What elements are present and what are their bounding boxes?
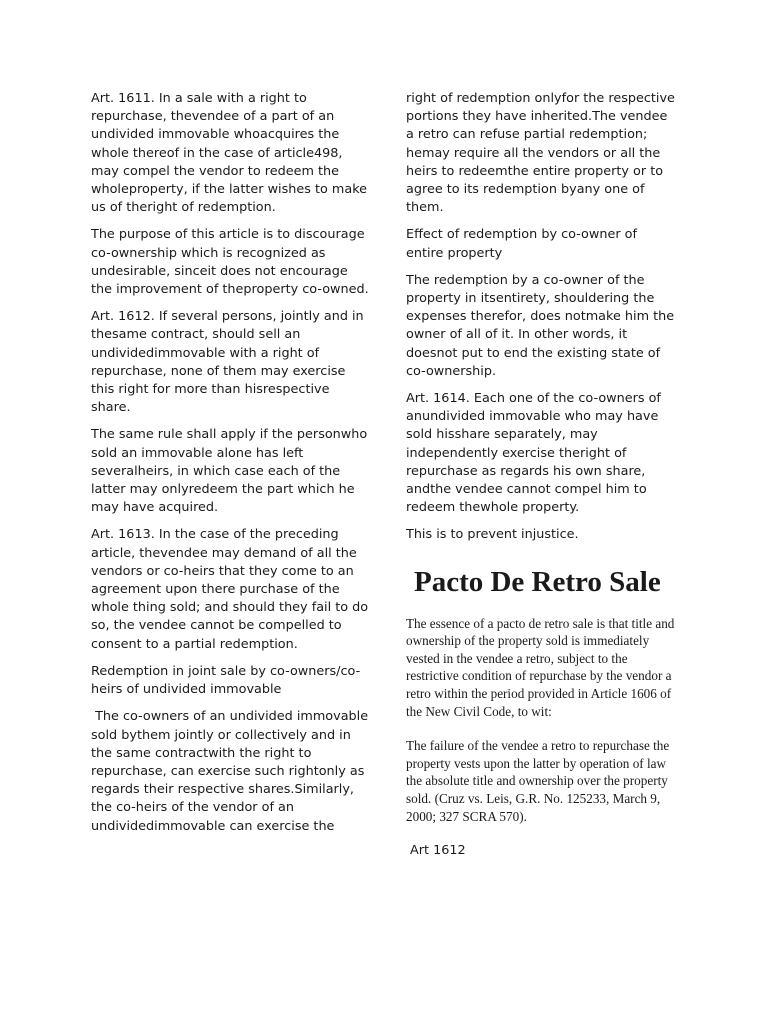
paragraph-purpose: The purpose of this article is to discourage co-ownership which is recognized as undesirable, sinceit does not encourage the improvement of theproperty co-owned. [91,227,369,298]
right-column [406,90,678,860]
paragraph-art-1614: Art. 1614. Each one of the co-owners of anundivided immovable who may have sold hisshare separately, may independently exercise theright of repurchase as regards his own share, andthe vendee cannot compel him to redeem thewhole property. [406,391,661,516]
paragraph-art-1611: Art. 1611. In a sale with a right to repurchase, thevendee of a part of an undivided immovable whoacquires the whole thereof in the case of article498, may compel the vendor to redeem the wholeproperty, if the latter wishes to make us of theright of redemption. [91,91,368,216]
paragraph-same-rule: The same rule shall apply if the personwho sold an immovable alone has left severalheirs, in which case each of the latter may onlyredeem the part which he may have acquired. [91,427,368,516]
subheading-joint-sale: Redemption in joint sale by co-owners/co-heirs of undivided immovable [91,663,361,698]
paragraph-right-of-redemption: right of redemption onlyfor the respective portions they have inherited.The vendee a retro can refuse partial redemption; hemay require all the vendors or all the heirs to redeemthe entire property or to agree to its redemption byany one of them. [406,91,675,216]
paragraph-art-1612: Art. 1612. If several persons, jointly and in thesame contract, should sell an undividedimmovable with a right of repurchase, none of them may exercise this right for more than hisrespective share. [91,309,364,416]
paragraph-essence: The essence of a pacto de retro sale is that title and ownership of the property sold is immediately vested in the vendee a retro, subject to the restrictive condition of repurchase by the vendor a retro within the period provided in Article 1606 of the New Civil Code, to wit: [406,615,675,719]
article-reference: Art 1612 [410,843,466,859]
paragraph-prevent-injustice: This is to prevent injustice. [406,527,579,543]
paragraph-art-1613: Art. 1613. In the case of the preceding article, thevendee may demand of all the vendors or co-heirs that they come to an agreement upon there purchase of the whole thing sold; and should they fail to do so, the vendee cannot be compelled to consent to a partial redemption. [91,527,369,652]
subheading-effect-of-redemption: Effect of redemption by co-owner of entire property [406,227,637,261]
section-heading-pacto-de-retro: Pacto De Retro Sale [414,565,661,598]
paragraph-failure-to-repurchase: The failure of the vendee a retro to repurchase the property vests upon the latter by operation of law the absolute title and ownership over the property sold. (Cruz vs. Leis, G.R. No. 125233, March 9, 2000; 327 SCRA 570). [406,738,670,824]
paragraph-co-owners: The co-owners of an undivided immovable sold bythem jointly or collectively and in the same contractwith the right to repurchase, can exercise such rightonly as regards their respective shares.Similarly, the co-heirs of the vendor of an undividedimmovable can exercise the [91,709,373,834]
left-column [91,90,373,845]
paragraph-redemption-by-co-owner: The redemption by a co-owner of the property in itsentirety, shouldering the expenses therefor, does notmake him the owner of all of it. In other words, it doesnot put to end the existing state of co-ownership. [406,272,675,379]
pacto-de-retro-body [406,615,678,826]
